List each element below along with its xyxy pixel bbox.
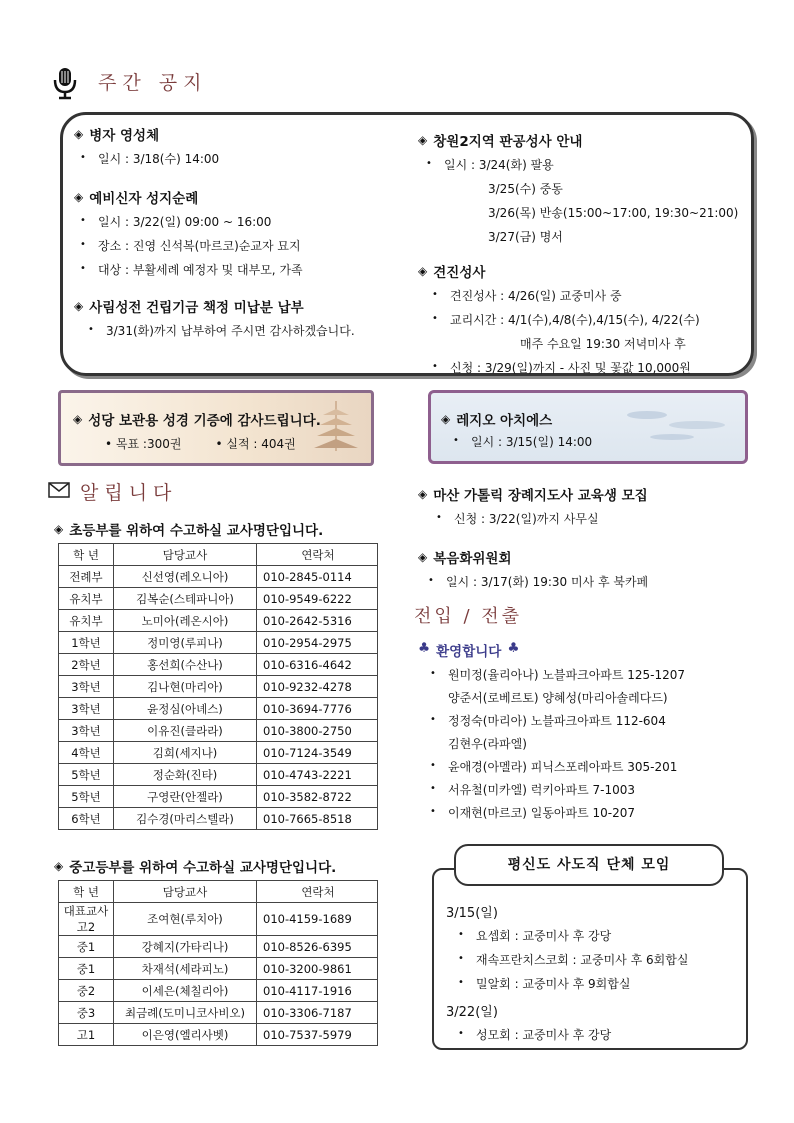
cell-contact: 010-3800-2750 (257, 720, 378, 742)
diamond-icon: ◈ (54, 859, 64, 873)
diamond-icon: ◈ (73, 412, 83, 426)
welcome-heading: ♣ 환영합니다 ♣ (418, 640, 520, 660)
cell-teacher: 최금례(도미니코사비오) (114, 1002, 257, 1024)
laity-groups-content (446, 902, 742, 1050)
cell-grade: 2학년 (59, 654, 114, 676)
meeting-item: • 요셉회 : 교중미사 후 강당 (458, 929, 612, 943)
table-row (59, 742, 378, 764)
middle-teachers-heading: ◈ 중고등부를 위하여 수고하실 교사명단입니다. (54, 859, 337, 876)
cell-teacher: 강혜지(가타리나) (114, 936, 257, 958)
building-fund-item: • 3/31(화)까지 납부하여 주시면 감사하겠습니다. (88, 324, 355, 338)
diamond-icon: ◈ (74, 190, 84, 204)
col-header-contact: 연락처 (257, 881, 378, 903)
cell-teacher: 김수경(마리스텔라) (114, 808, 257, 830)
list-item-cont: 양준서(로베르토) 양혜성(마리아솔레다드) (448, 691, 668, 705)
elementary-teachers-table (58, 543, 378, 830)
cell-teacher: 차재석(세라피노) (114, 958, 257, 980)
confirmation-item: • 교리시간 : 4/1(수),4/8(수),4/15(수), 4/22(수) (432, 313, 700, 327)
cell-teacher: 정미영(루피나) (114, 632, 257, 654)
page-title: 주간 공지 (98, 72, 208, 94)
cell-teacher: 조여현(루치아) (114, 903, 257, 936)
cell-grade: 5학년 (59, 786, 114, 808)
col-header-contact: 연락처 (257, 544, 378, 566)
table-row (59, 980, 378, 1002)
transfer-title: 전입 / 전출 (414, 606, 523, 627)
cell-contact: 010-3582-8722 (257, 786, 378, 808)
cloud-decoration-icon (617, 403, 737, 443)
legio-heading: ◈ 레지오 아치에스 (441, 412, 553, 429)
diamond-icon: ◈ (418, 550, 428, 564)
table-row (59, 936, 378, 958)
cell-contact: 010-2642-5316 (257, 610, 378, 632)
table-row (59, 786, 378, 808)
pilgrimage-item: • 대상 : 부활세례 예정자 및 대부모, 가족 (80, 263, 303, 277)
table-row (59, 676, 378, 698)
right-lower-column (418, 484, 748, 590)
sick-communion-item: • 일시 : 3/18(수) 14:00 (80, 152, 220, 166)
cell-teacher: 김복순(스테파니아) (114, 588, 257, 610)
table-row (59, 588, 378, 610)
cell-grade: 4학년 (59, 742, 114, 764)
sick-communion-heading: ◈ 병자 영성체 (74, 127, 160, 144)
elementary-table-body (59, 566, 378, 830)
cell-contact: 010-3306-7187 (257, 1002, 378, 1024)
bible-donation-stats (105, 435, 296, 452)
cell-teacher: 김희(세지나) (114, 742, 257, 764)
cell-grade: 3학년 (59, 720, 114, 742)
diamond-icon: ◈ (54, 522, 64, 536)
cell-contact: 010-2845-0114 (257, 566, 378, 588)
announcements-title: 알립니다 (80, 482, 178, 504)
bible-donation-heading: ◈ 성당 보관용 성경 기증에 감사드립니다. (73, 412, 321, 429)
diamond-icon: ◈ (441, 412, 451, 426)
confession-item: • 일시 : 3/24(화) 팔용 (426, 158, 554, 172)
meeting-item: • 성모회 : 교중미사 후 강당 (458, 1028, 612, 1042)
cell-teacher: 홍선희(수산나) (114, 654, 257, 676)
diamond-icon: ◈ (74, 127, 84, 141)
cell-teacher: 이유진(클라라) (114, 720, 257, 742)
list-item: • 서유철(미카엘) 럭키아파트 7-1003 (430, 783, 636, 797)
table-row (59, 610, 378, 632)
cell-grade: 고1 (59, 1024, 114, 1046)
notice-right-column (418, 130, 744, 376)
cell-contact: 010-4117-1916 (257, 980, 378, 1002)
cell-teacher: 이은영(엘리사벳) (114, 1024, 257, 1046)
elementary-teachers-heading: ◈ 초등부를 위하여 수고하실 교사명단입니다. (54, 522, 324, 539)
confession-heading: ◈ 창원2지역 판공성사 안내 (418, 133, 583, 150)
cell-teacher: 신선영(레오니아) (114, 566, 257, 588)
table-row (59, 698, 378, 720)
cell-contact: 010-7537-5979 (257, 1024, 378, 1046)
confirmation-item: • 신청 : 3/29(일)까지 - 사진 및 꽃값 10,000원 (432, 361, 691, 375)
table-row (59, 632, 378, 654)
col-header-grade: 학 년 (59, 881, 114, 903)
pilgrimage-item: • 장소 : 진영 신석복(마르코)순교자 묘지 (80, 239, 301, 253)
list-item: • 이재현(마르코) 일동아파트 10-207 (430, 806, 636, 820)
confirmation-item: • 견진성사 : 4/26(일) 교중미사 중 (432, 289, 622, 303)
cell-grade: 중1 (59, 936, 114, 958)
cell-contact: 010-2954-2975 (257, 632, 378, 654)
building-fund-heading: ◈ 사림성전 건립기금 책정 미납분 납부 (74, 299, 304, 316)
confession-item-cont: 3/25(수) 중동 (488, 182, 563, 196)
meeting-item: • 밀알회 : 교중미사 후 9회합실 (458, 977, 631, 991)
evangelization-item: • 일시 : 3/17(화) 19:30 미사 후 북카페 (428, 575, 649, 589)
cell-grade: 중1 (59, 958, 114, 980)
diamond-icon: ◈ (418, 264, 428, 278)
col-header-teacher: 담당교사 (114, 544, 257, 566)
cell-grade: 3학년 (59, 676, 114, 698)
table-row (59, 903, 378, 936)
meeting-item: • 재속프란치스코회 : 교중미사 후 6회합실 (458, 953, 689, 967)
table-row (59, 654, 378, 676)
cell-contact: 010-6316-4642 (257, 654, 378, 676)
table-row (59, 808, 378, 830)
cell-teacher: 정순화(진타) (114, 764, 257, 786)
notice-left-column (74, 124, 414, 339)
table-row (59, 958, 378, 980)
cell-grade: 6학년 (59, 808, 114, 830)
club-icon: ♣ (418, 640, 431, 656)
table-row (59, 1002, 378, 1024)
cell-teacher: 이세은(체칠리아) (114, 980, 257, 1002)
table-header-row (59, 544, 378, 566)
envelope-icon (48, 482, 70, 498)
list-item-cont: 김현우(라파엘) (448, 737, 527, 751)
evangelization-heading: ◈ 복음화위원회 (418, 550, 512, 567)
cell-grade: 대표교사 고2 (59, 903, 114, 936)
cell-grade: 1학년 (59, 632, 114, 654)
legio-banner (428, 390, 748, 464)
cell-teacher: 노미아(레온시아) (114, 610, 257, 632)
diamond-icon: ◈ (418, 487, 428, 501)
pilgrimage-item: • 일시 : 3/22(일) 09:00 ~ 16:00 (80, 215, 272, 229)
confirmation-heading: ◈ 견진성사 (418, 264, 486, 281)
middle-teachers-table (58, 880, 378, 1046)
microphone-icon (52, 66, 78, 100)
table-row (59, 720, 378, 742)
cell-contact: 010-3694-7776 (257, 698, 378, 720)
list-item: • 원미정(율리아나) 노블파크아파트 125-1207 (430, 668, 686, 682)
diamond-icon: ◈ (418, 133, 428, 147)
cell-teacher: 구영란(안젤라) (114, 786, 257, 808)
col-header-grade: 학 년 (59, 544, 114, 566)
cell-grade: 3학년 (59, 698, 114, 720)
table-row (59, 566, 378, 588)
laity-groups-title: 평신도 사도직 단체 모임 (454, 844, 724, 886)
confession-item-cont: 3/26(목) 반송(15:00~17:00, 19:30~21:00) (488, 206, 739, 220)
transfer-list (430, 666, 750, 827)
confession-item-cont: 3/27(금) 명서 (488, 230, 563, 244)
list-item: • 정정숙(마리아) 노블파크아파트 112-604 (430, 714, 666, 728)
cell-grade: 유치부 (59, 588, 114, 610)
pilgrimage-heading: ◈ 예비신자 성지순례 (74, 190, 199, 207)
cell-grade: 5학년 (59, 764, 114, 786)
cell-grade: 중2 (59, 980, 114, 1002)
list-item: • 윤애경(아멜라) 피닉스포레아파트 305-201 (430, 760, 678, 774)
funeral-director-heading: ◈ 마산 가톨릭 장례지도사 교육생 모집 (418, 487, 648, 504)
diamond-icon: ◈ (74, 299, 84, 313)
cell-contact: 010-7665-8518 (257, 808, 378, 830)
cell-contact: 010-8526-6395 (257, 936, 378, 958)
bible-actual: • 실적 : 404권 (215, 437, 296, 451)
cell-grade: 전례부 (59, 566, 114, 588)
cell-teacher: 김나현(마리아) (114, 676, 257, 698)
cell-grade: 중3 (59, 1002, 114, 1024)
table-row (59, 764, 378, 786)
col-header-teacher: 담당교사 (114, 881, 257, 903)
cell-contact: 010-9549-6222 (257, 588, 378, 610)
legio-item: • 일시 : 3/15(일) 14:00 (453, 435, 593, 449)
club-icon: ♣ (507, 640, 520, 656)
table-header-row (59, 881, 378, 903)
bible-donation-banner (58, 390, 374, 466)
cell-contact: 010-3200-9861 (257, 958, 378, 980)
funeral-director-item: • 신청 : 3/22(일)까지 사무실 (436, 512, 599, 526)
middle-table-body (59, 903, 378, 1046)
meeting-date: 3/22(일) (446, 1005, 498, 1020)
cell-teacher: 윤정심(아녜스) (114, 698, 257, 720)
cell-contact: 010-4743-2221 (257, 764, 378, 786)
confirmation-item-cont: 매주 수요일 19:30 저녁미사 후 (520, 337, 686, 351)
cell-contact: 010-7124-3549 (257, 742, 378, 764)
cell-contact: 010-9232-4278 (257, 676, 378, 698)
meeting-date: 3/15(일) (446, 906, 498, 921)
cell-grade: 유치부 (59, 610, 114, 632)
table-row (59, 1024, 378, 1046)
bible-goal: • 목표 :300권 (105, 437, 182, 451)
cell-contact: 010-4159-1689 (257, 903, 378, 936)
